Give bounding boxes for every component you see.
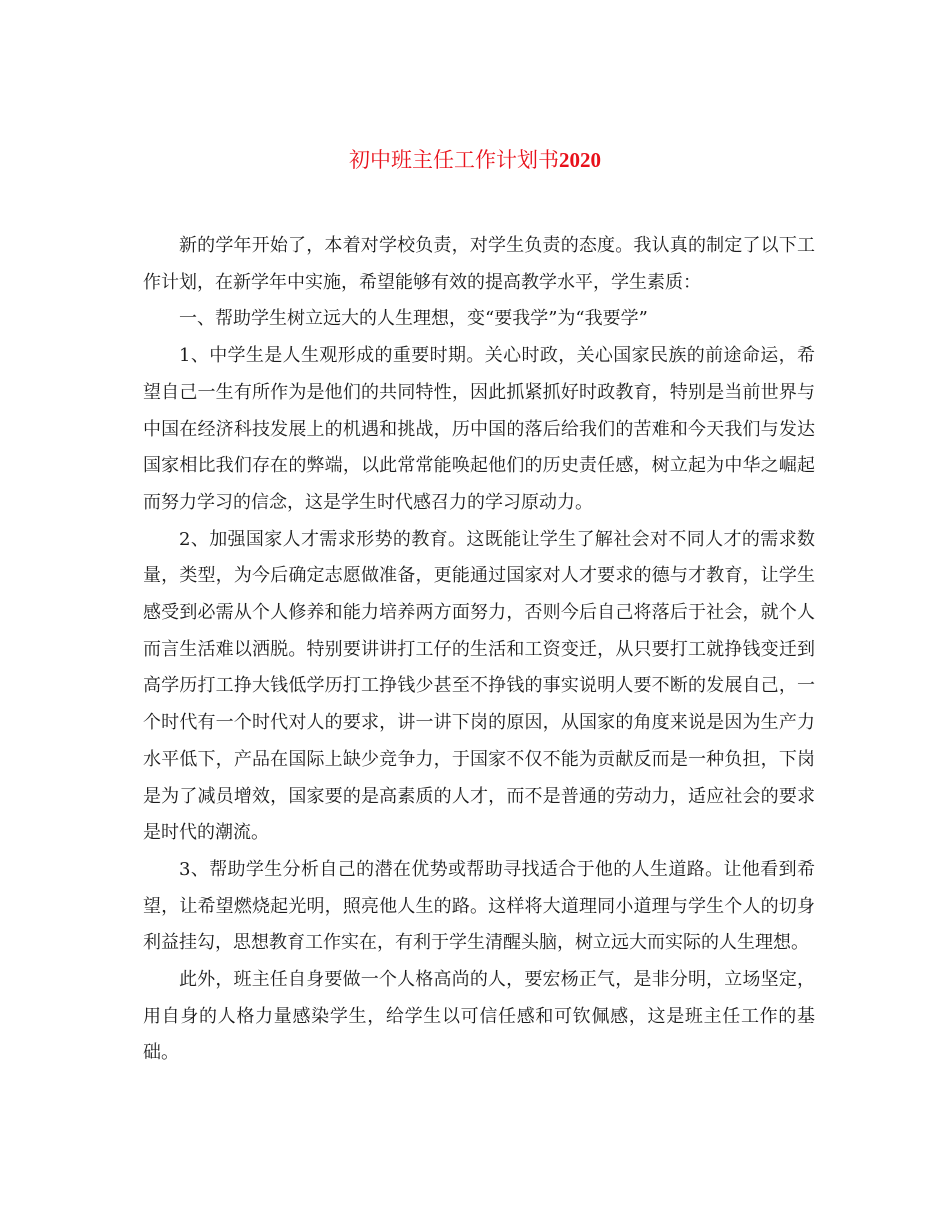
paragraph-item-1: 1、中学生是人生观形成的重要时期。关心时政，关心国家民族的前途命运，希望自己一生有所作为是他们的共同特性，因此抓紧抓好时政教育，特别是当前世界与中国在经济科技发展上的机遇和挑战，历中国的落后给我们的苦难和今天我们与发达国家相比我们存在的弊端，以此常常能唤起他们的历史责任感，树立起为中华之崛起而努力学习的信念，这是学生时代感召力的学习原动力。 [143, 345, 815, 513]
title-year: 2020 [559, 148, 601, 172]
section-heading-1: 一、帮助学生树立远大的人生理想，变“要我学”为“我要学” [179, 308, 648, 330]
document-body [143, 228, 815, 1072]
paragraph-item-3: 3、帮助学生分析自己的潜在优势或帮助寻找适合于他的人生道路。让他看到希望，让希望燃烧起光明，照亮他人生的路。这样将大道理同小道理与学生个人的切身利益挂勾，思想教育工作实在，有利于学生清醒头脑，树立远大而实际的人生理想。 [143, 858, 815, 954]
paragraph-intro: 新的学年开始了，本着对学校负责，对学生负责的态度。我认真的制定了以下工作计划，在新学年中实施，希望能够有效的提高教学水平，学生素质： [143, 235, 815, 293]
title-text: 初中班主任工作计划书 [349, 148, 559, 172]
document-title [0, 144, 950, 176]
paragraph-item-2: 2、加强国家人才需求形势的教育。这既能让学生了解社会对不同人才的需求数量，类型，为今后确定志愿做准备，更能通过国家对人才要求的德与才教育，让学生感受到必需从个人修养和能力培养两方面努力，否则今后自己将落后于社会，就个人而言生活难以洒脱。特别要讲讲打工仔的生活和工资变迁，从只要打工就挣钱变迁到高学历打工挣大钱低学历打工挣钱少甚至不挣钱的事实说明人要不断的发展自己，一个时代有一个时代对人的要求，讲一讲下岗的原因，从国家的角度来说是因为生产力水平低下，产品在国际上缺少竞争力，于国家不仅不能为贡献反而是一种负担，下岗是为了减员增效，国家要的是高素质的人才，而不是普通的劳动力，适应社会的要求是时代的潮流。 [143, 528, 815, 844]
paragraph-closing: 此外，班主任自身要做一个人格高尚的人，要宏杨正气，是非分明，立场坚定，用自身的人格力量感染学生，给学生以可信任感和可钦佩感，这是班主任工作的基础。 [143, 969, 815, 1064]
